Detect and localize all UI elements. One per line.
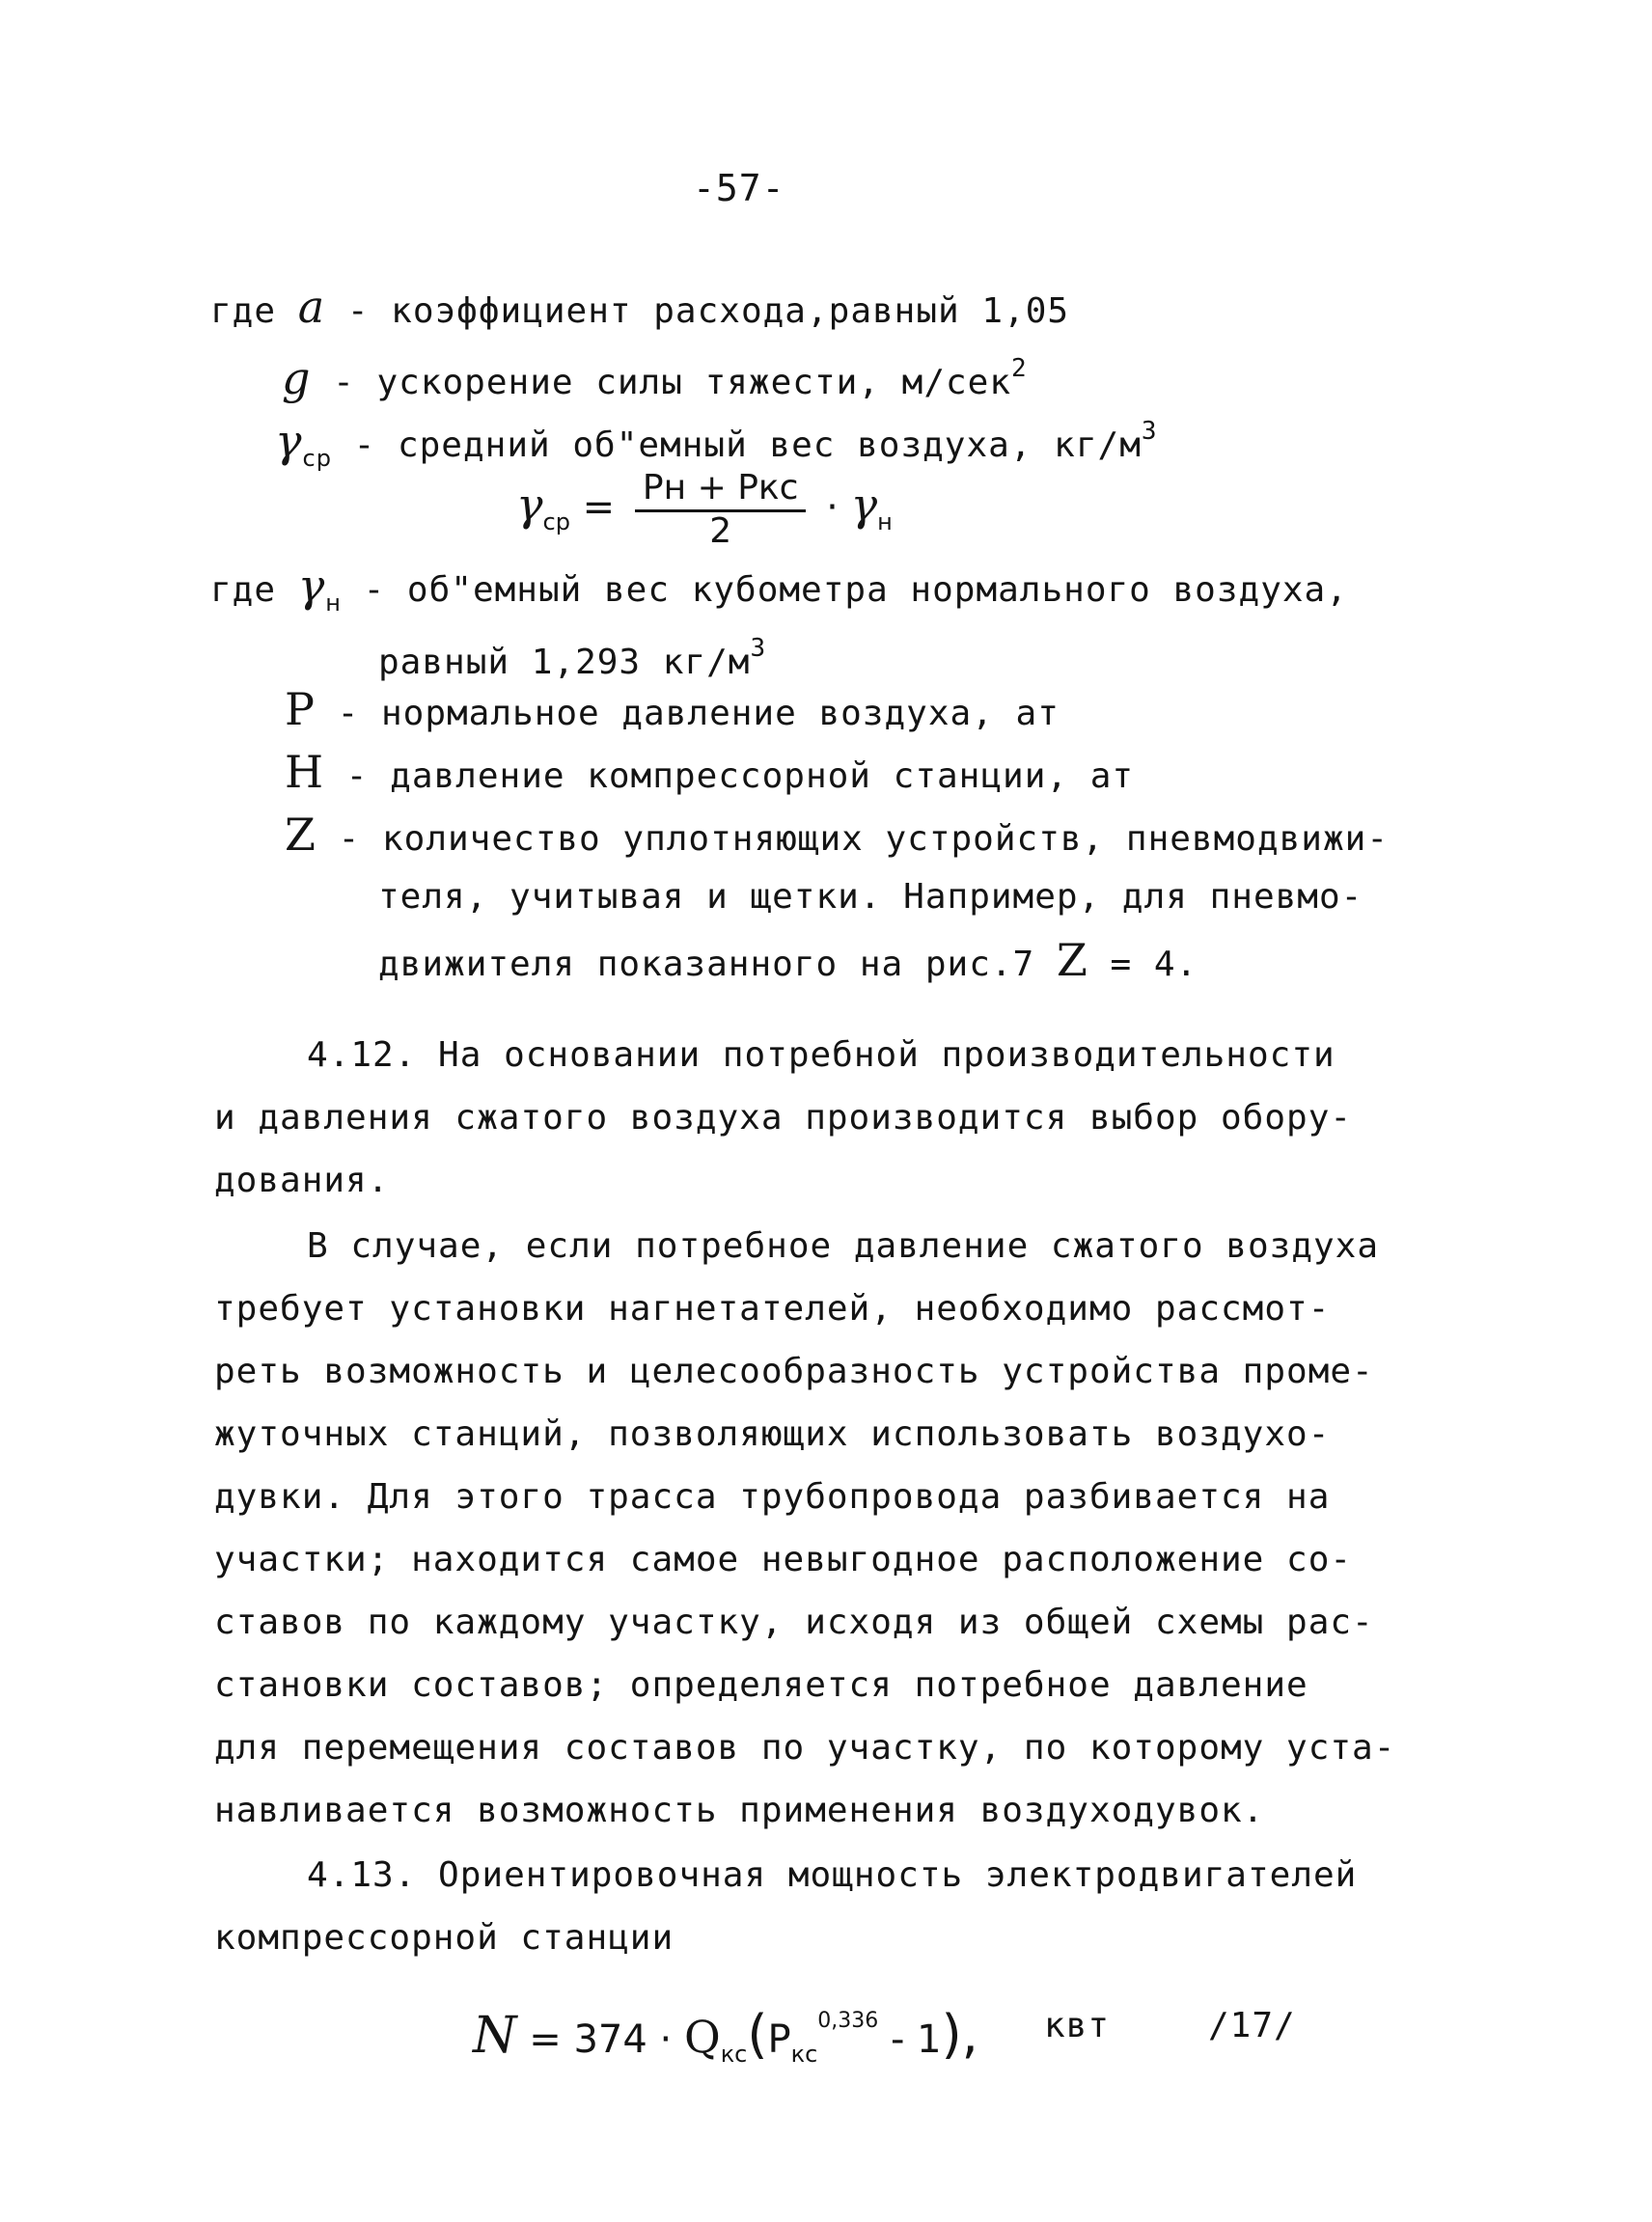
- formula-rhs: γ: [850, 479, 878, 531]
- line-prefix: где: [210, 570, 298, 610]
- fraction-numerator: Pн + Pкс: [635, 469, 807, 512]
- fraction-denominator: 2: [709, 510, 732, 551]
- formula-unit: квт: [1044, 2006, 1111, 2045]
- superscript: 3: [1141, 417, 1158, 446]
- symbol-h: Н: [285, 746, 325, 798]
- paragraph-line: ставов по каждому участку, исходя из общей схемы рас-: [214, 1603, 1374, 1642]
- formula-number: /17/: [1208, 2006, 1296, 2045]
- symbol-a: a: [297, 281, 326, 333]
- paragraph-line: навливается возможность применения воздуходувок.: [214, 1791, 1265, 1830]
- symbol-p: P: [285, 683, 316, 735]
- formula-p-sub: кс: [790, 2041, 818, 2068]
- formula-equals: =: [582, 485, 616, 530]
- paragraph-line: участки; находится самое невыгодное расположение со-: [214, 1540, 1353, 1579]
- formula-rhs-sub: н: [877, 508, 893, 535]
- page-number: -57-: [693, 167, 785, 209]
- definition-line-z: [285, 809, 1389, 861]
- symbol-z: Z: [1056, 934, 1088, 986]
- symbol-g: g: [282, 352, 312, 404]
- definition-line-g: [282, 347, 1028, 404]
- definition-line-a: [210, 281, 1070, 333]
- formula-p: P: [767, 2017, 791, 2062]
- superscript: 2: [1011, 354, 1028, 383]
- formula-equals: =: [529, 2017, 562, 2062]
- formula-q-sub: кс: [720, 2041, 748, 2068]
- definition-continuation: теля, учитывая и щетки. Например, для пневмо-: [378, 877, 1363, 917]
- formula-gamma-sr: [516, 461, 893, 565]
- paragraph-line: требует установки нагнетателей, необходимо рассмот-: [214, 1289, 1331, 1329]
- paragraph-line: жуточных станций, позволяющих использовать воздухо-: [214, 1414, 1331, 1454]
- formula-multiply: ·: [826, 485, 839, 530]
- definition-text: - средний об"емный вес воздуха, кг/м: [331, 425, 1142, 465]
- formula-exponent: 0,336: [817, 2009, 879, 2033]
- symbol-gamma: γ: [297, 560, 326, 612]
- subscript: н: [325, 590, 342, 617]
- paragraph-line: 4.13. Ориентировочная мощность электродвигателей: [307, 1855, 1358, 1895]
- paragraph-line: реть возможность и целесообразность устройства проме-: [214, 1352, 1374, 1391]
- paragraph-line: компрессорной станции: [214, 1918, 675, 1958]
- paragraph-line: дувки. Для этого трасса трубопровода разбивается на: [214, 1477, 1331, 1517]
- paragraph-line: дования.: [214, 1161, 390, 1200]
- formula-power: [473, 1988, 978, 2088]
- formula-close-paren: ),: [941, 2004, 978, 2065]
- formula-open-paren: (: [747, 2004, 768, 2065]
- formula-coefficient: 374: [573, 2017, 647, 2062]
- definition-continuation: [378, 627, 766, 684]
- paragraph-line: 4.12. На основании потребной производительности: [307, 1035, 1335, 1075]
- definition-text: - об"емный вес кубометра нормального воздуха,: [341, 570, 1348, 610]
- formula-lhs-sub: ср: [542, 508, 570, 535]
- subscript: ср: [302, 445, 332, 472]
- line-prefix: где: [210, 291, 298, 331]
- definition-line-h: [285, 746, 1135, 798]
- definition-text: равный 1,293 кг/м: [378, 643, 751, 682]
- superscript: 3: [750, 634, 767, 663]
- definition-text: - ускорение силы тяжести, м/сек: [311, 363, 1012, 402]
- formula-fraction: [635, 469, 807, 551]
- paragraph-line: для перемещения составов по участку, по которому уста-: [214, 1728, 1396, 1768]
- formula-lhs: N: [473, 2007, 517, 2065]
- definition-text: = 4.: [1088, 945, 1198, 984]
- paragraph-line: становки составов; определяется потребное давление: [214, 1665, 1308, 1705]
- definition-line-gamma-n: [210, 560, 1348, 624]
- definition-text: - давление компрессорной станции, ат: [324, 756, 1135, 796]
- paragraph-line: В случае, если потребное давление сжатого воздуха: [307, 1226, 1380, 1266]
- formula-lhs: γ: [516, 479, 543, 531]
- formula-dot: ·: [659, 2017, 673, 2062]
- formula-q: Q: [683, 2011, 721, 2063]
- formula-minus-one: - 1: [891, 2017, 942, 2062]
- definition-text: - нормальное давление воздуха, ат: [315, 694, 1060, 733]
- paragraph-line: и давления сжатого воздуха производится выбор обору-: [214, 1098, 1353, 1138]
- definition-text: движителя показанного на рис.7: [378, 945, 1057, 984]
- definition-continuation: [378, 934, 1198, 986]
- symbol-z: Z: [285, 809, 317, 861]
- definition-text: - коэффициент расхода,равный 1,05: [325, 291, 1070, 331]
- definition-line-p: [285, 683, 1060, 735]
- symbol-gamma: γ: [275, 415, 303, 467]
- definition-text: - количество уплотняющих устройств, пневмодвижи-: [316, 819, 1389, 859]
